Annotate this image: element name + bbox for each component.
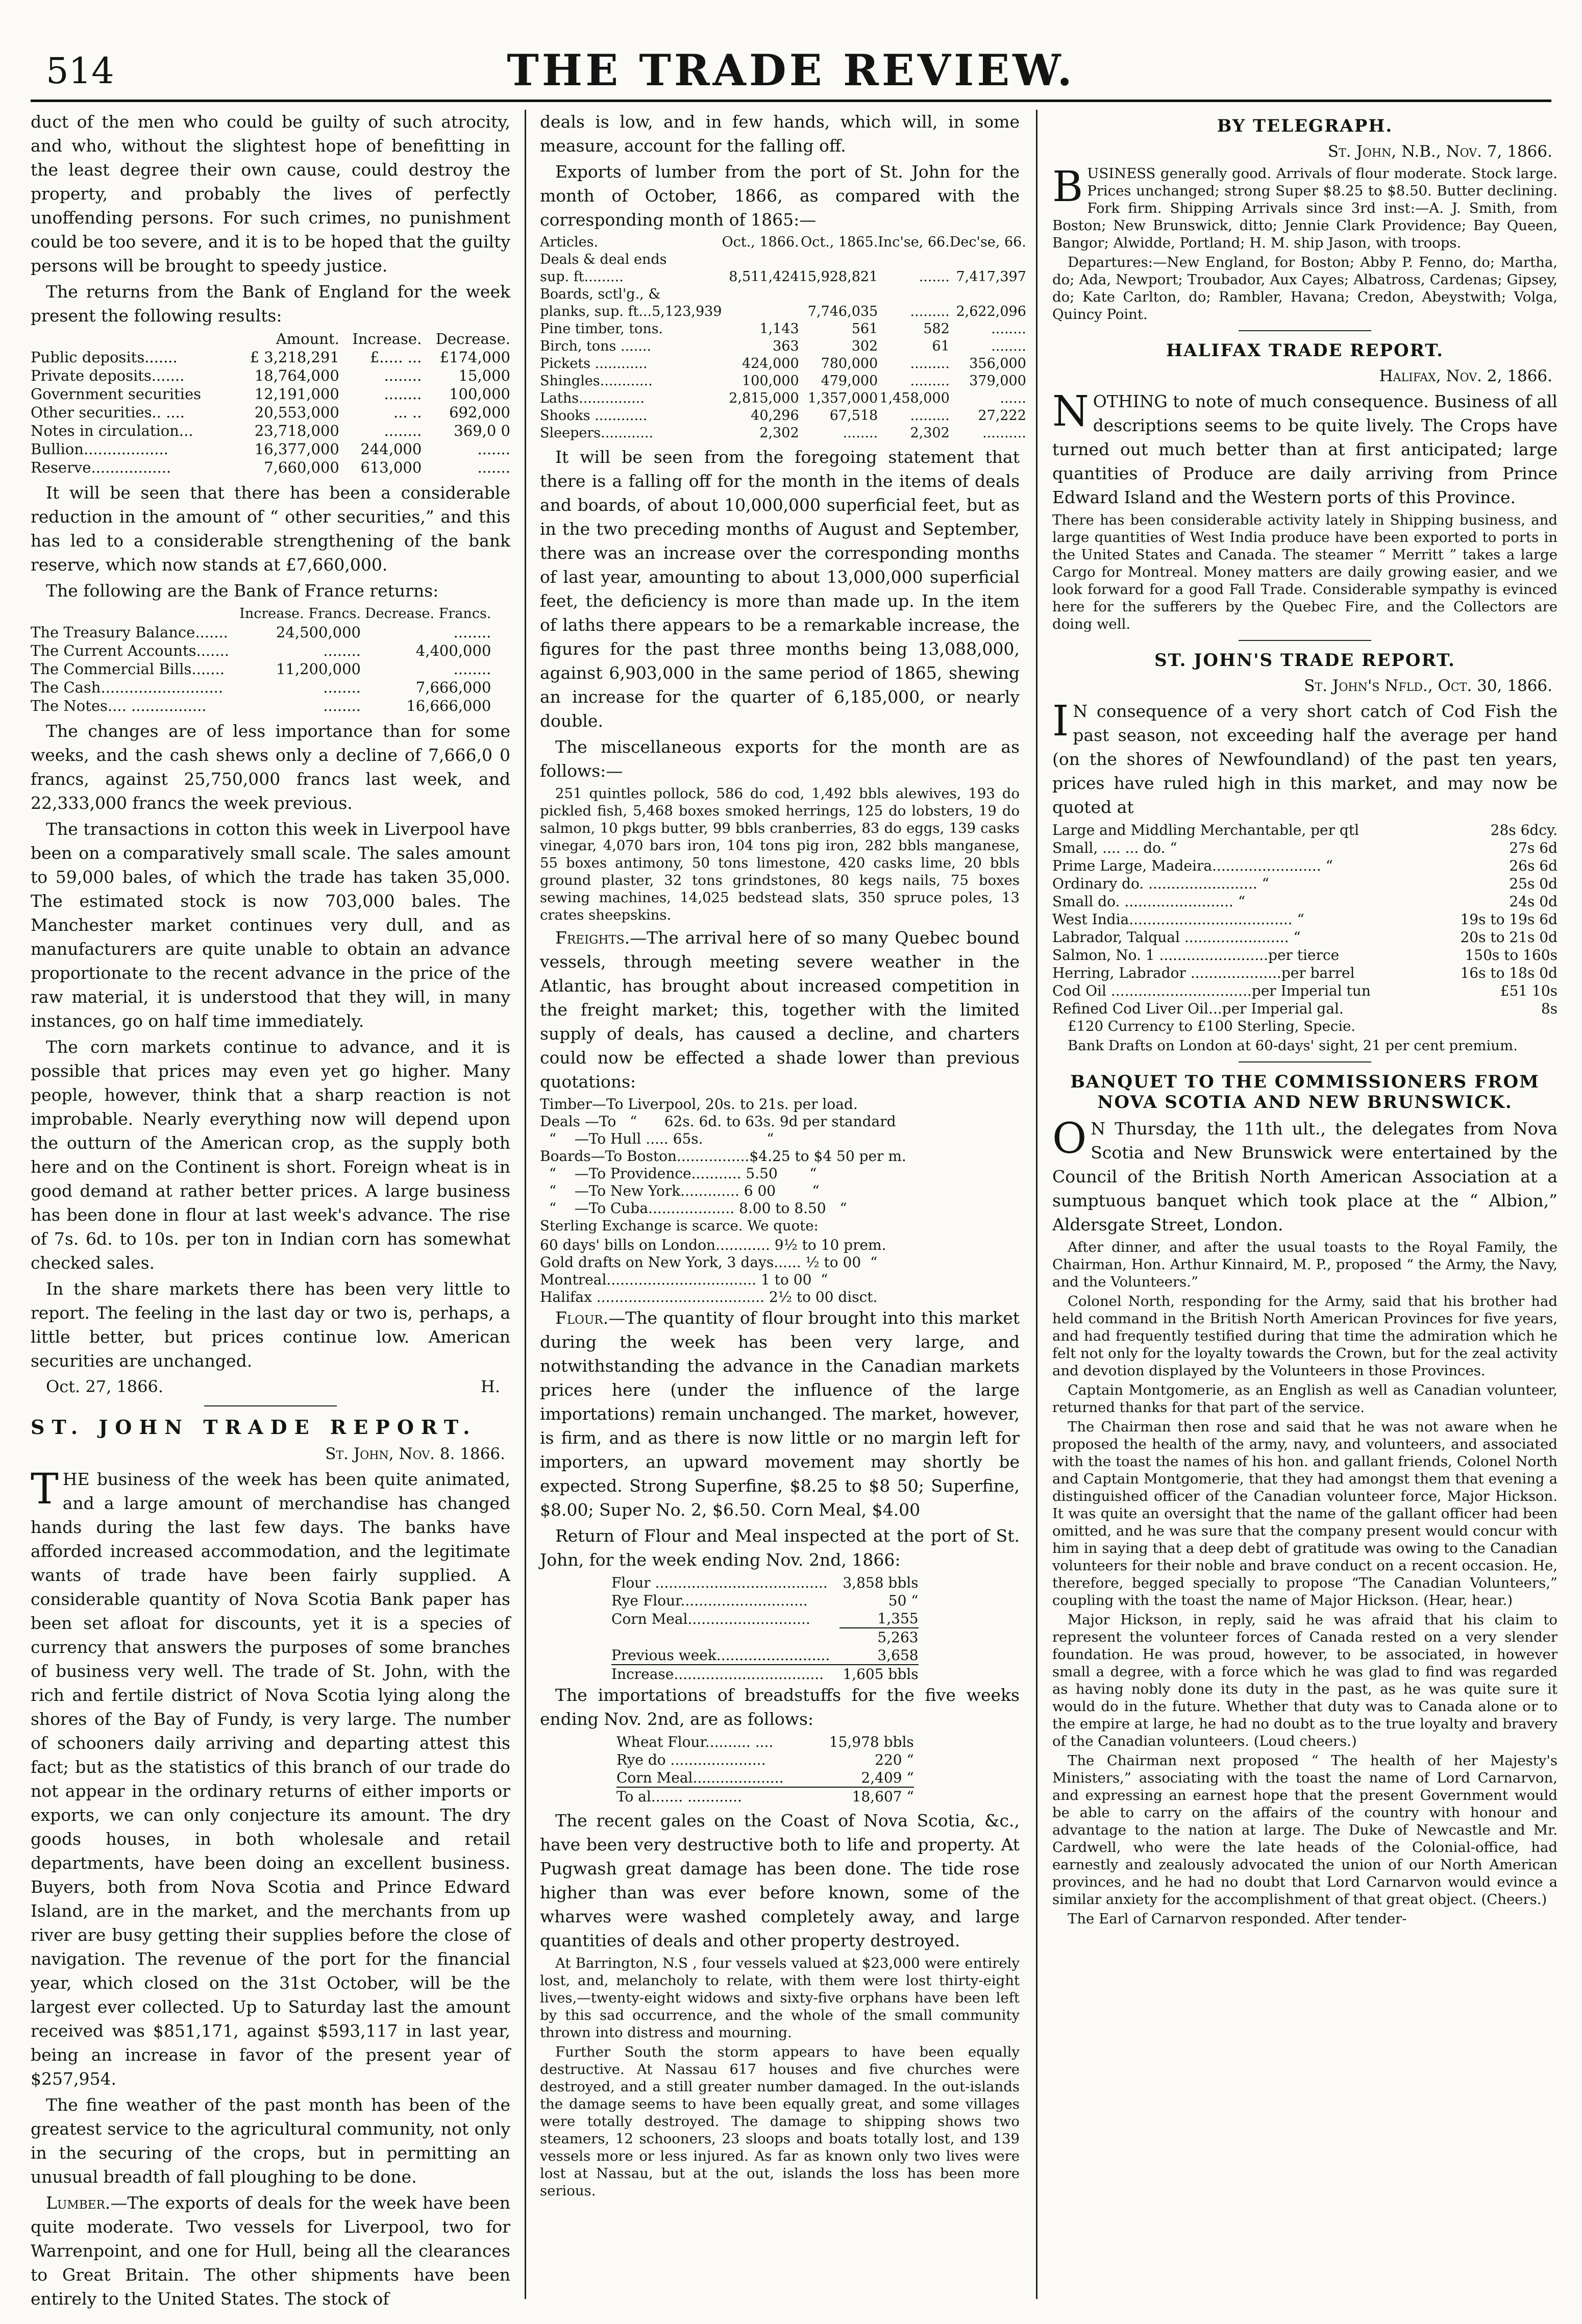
table-cell: 1,458,000: [879, 390, 950, 406]
paragraph: The transactions in cotton this week in Liverpool have been on a comparatively small scale. The sales amount to 59,000 bales, of which the trade has taken 35,000. The estimated stock is now 703,000 bales. The Manchester market continues very dull, and as manufacturers are quite unable to obtain an advance proportionate to the recent advance in the price of the raw material, it is understood that they will, in many instances, go on half time immediately.: [31, 819, 510, 1031]
drop-cap: N: [1052, 387, 1089, 436]
paragraph: The fine weather of the past month has been of the greatest service to the agricultural community, not only in the securing of the crops, but in permitting an unusual breadth of fall ploughing to be done.: [31, 2095, 510, 2187]
table-cell: Herring, Labrador ....................per barrel: [1052, 965, 1355, 981]
table-cell: .........: [910, 304, 950, 319]
header-rule: [31, 100, 1551, 102]
table-cell: Flour ......................................: [611, 1574, 828, 1591]
table-header: Decrease. Francs.: [364, 606, 491, 622]
table-cell: Shooks ............: [540, 408, 648, 424]
table-header: Increase. Francs.: [239, 606, 361, 622]
table-cell: ........: [384, 422, 422, 439]
table-cell: Ordinary do. ........................ “: [1052, 875, 1269, 892]
table-cell: 26s 6d: [1509, 857, 1558, 874]
table-row: [611, 1574, 919, 1592]
list-item: “ —To Providence........... 5.50 “: [540, 1165, 817, 1182]
table-row: [616, 1733, 914, 1751]
paragraph-text: —The quantity of flour brought into this market during the week has been very large, and notwithstanding the advance in the Canadian markets prices here (under the influence of the large importations) remain unchanged. The market, however, is firm, and as there is now little or no margin left for importers, an upward movement may shortly be expected. Strong Superfine, $8.25 to $8 50; Superfine, $8.00; Super No. 2, $6.50. Corn Meal, $4.00: [540, 1308, 1020, 1520]
paragraph: Return of Flour and Meal inspected at the port of St. John, for the week ending Nov. 2nd, 1866:: [540, 1526, 1020, 1570]
table-cell: planks, sup. ft...5,123,939: [540, 304, 722, 319]
table-row: [540, 425, 1026, 442]
table-cell: 8,511,424: [729, 269, 799, 285]
drop-cap: I: [1052, 697, 1069, 746]
table-cell: Labrador, Talqual ....................... “: [1052, 929, 1301, 946]
table-cell: 24,500,000: [276, 624, 361, 641]
table-cell: 1,143: [759, 321, 799, 337]
section-heading: NOVA SCOTIA AND NEW BRUNSWICK.: [1097, 1092, 1513, 1112]
table-row: [611, 1665, 919, 1683]
table-cell: 100,000: [741, 373, 799, 389]
table-cell: The Treasury Balance.......: [31, 624, 228, 641]
bank-of-england-table: [31, 330, 510, 477]
table-cell: Shingles............: [540, 373, 653, 389]
table-cell: .........: [910, 373, 950, 389]
table-row: [1052, 857, 1558, 875]
section-heading: HALIFAX TRADE REPORT.: [1166, 340, 1444, 361]
paragraph: At Barrington, N.S , four vessels valued at $23,000 were entirely lost, and, melancholy to relate, with them were lost thirty-eight lives,—twenty-eight widows and sixty-five orphans have been left by this sad occurrence, and the whole of the small community thrown into distress and mourning.: [540, 1955, 1020, 2041]
table-cell: The Cash..........................: [31, 679, 224, 696]
paragraph: Colonel North, responding for the Army, said that his brother had held command in the British North American Provinces for five years, and had frequently testified during that time the admiration which he felt not only for the loyalty towards the Crown, but for the zeal activity and devotion displayed by the Volunteers in those Provinces.: [1052, 1293, 1558, 1379]
dateline: St. John's Nfld., Oct. 30, 1866.: [1304, 677, 1552, 695]
table-cell: Private deposits.......: [31, 367, 185, 384]
table-cell: 7,417,397: [956, 269, 1026, 285]
table-cell: 61: [932, 338, 950, 354]
table-cell: 5,263: [839, 1628, 919, 1646]
paragraph-text: HE business of the week has been quite animated, and a large amount of merchandise has changed hands during the last few days. The banks have afforded increased accommodation, and the legitimate wants of trade have been fairly supplied. A considerable quantity of Nova Scotia Bank paper has been set afloat for discounts, yet it is a species of currency that answers the purposes of some branches of business very well. The trade of St. John, with the rich and fertile district of Nova Scotia lying along the shores of the Bay of Fundy, is very large. The number of schooners daily arriving and departing attest this fact; but as the statistics of this branch of our trade do not appear in the ordinary returns of either imports or exports, we can only conjecture its amount. The dry goods houses, in both wholesale and retail departments, have been doing an excellent business. Buyers, both from Nova Scotia and Prince Edward Island, are in the market, and the merchants from up river are busy getting their supplies before the close of navigation. The revenue of the port for the financial year, which closed on the 31st October, will be the largest ever collected. Up to Saturday last the amount received was $851,171, against $593,117 in last year, being an increase in favor of the present year of $257,954.: [31, 1469, 510, 2089]
table-cell: Public deposits.......: [31, 349, 178, 366]
drop-cap: O: [1052, 1115, 1087, 1163]
table-header: Oct., 1866.: [722, 234, 799, 250]
table-cell: 27s 6d: [1509, 839, 1558, 856]
table-row: [1052, 982, 1558, 1000]
table-row: [1052, 1000, 1558, 1018]
section-divider: [1239, 1061, 1371, 1062]
list-item: Montreal................................. 1 to 00 “: [540, 1271, 828, 1288]
paragraph: Captain Montgomerie, as an English as well as Canadian volunteer, returned thanks for that part of the service.: [1052, 1382, 1558, 1416]
paragraph: The changes are of less importance than for some weeks, and the cash shews only a decline of 7,666,0 0 francs, against 25,750,000 francs last week, and 22,333,000 francs the week previous.: [31, 721, 510, 813]
table-cell: 561: [851, 321, 878, 337]
paragraph: Exports of lumber from the port of St. John for the month of October, 1866, as compared with the corresponding month of 1865:—: [540, 162, 1020, 230]
table-cell: .......: [919, 269, 950, 285]
table-cell: Rye do .....................: [616, 1751, 766, 1768]
list-item: Gold drafts on New York, 3 days...... ½ to 00 “: [540, 1254, 878, 1271]
table-row: [31, 458, 510, 477]
table-cell: West India.................................... “: [1052, 911, 1304, 928]
table-cell: Sleepers............: [540, 425, 654, 441]
table-cell: Corn Meal...........................: [611, 1610, 810, 1627]
table-row: [540, 251, 1026, 268]
table-row: [1052, 893, 1558, 910]
paragraph-text: N consequence of a very short catch of Cod Fish the past season, not exceeding half the average per hand (on the shores of Newfoundland) of the past ten years, prices have ruled high in this market, and may now be quoted at: [1052, 701, 1558, 817]
table-header: Dec'se, 66.: [949, 234, 1026, 250]
table-cell: 7,666,000: [415, 679, 491, 696]
table-cell: Pine timber, tons.: [540, 321, 663, 337]
table-row: [31, 660, 491, 678]
paragraph-text: USINESS generally good. Arrivals of flour moderate. Stock large. Prices unchanged; strong Super $8.25 to $8.50. Butter declining. Fork firm. Shipping Arrivals since 3rd inst:—A. J. Smith, from Boston; New Brunswick, ditto; Jennie Clark Providence; Bay Queen, Bangor; Alwidde, Portland; H. M. ship Jason, with troops.: [1052, 165, 1558, 251]
table-cell: 692,000: [449, 404, 510, 421]
exchange-quotes: [540, 1237, 1020, 1306]
table-cell: £ 3,218,291: [250, 349, 339, 366]
table-cell: 19s to 19s 6d: [1460, 911, 1558, 928]
section-heading: ST. JOHN'S TRADE REPORT.: [1154, 650, 1455, 671]
dateline: St. John, N.B., Nov. 7, 1866.: [1327, 142, 1552, 161]
table-cell: 2,302: [759, 425, 799, 441]
list-item: “ —To New York............. 6 00 “: [540, 1182, 820, 1199]
table-row: [31, 403, 510, 422]
paragraph: [540, 926, 1020, 1094]
breadstuffs-imports-table: [616, 1733, 914, 1806]
table-cell: 1,605 bbls: [839, 1665, 919, 1683]
table-cell: Increase.................................: [611, 1665, 839, 1683]
paragraph: The corn markets continue to advance, and it is possible that prices may even yet go higher. Many people, however, think that a sharp reaction is not improbable. Nearly everything now will depend upon the outturn of the American crop, as the supply both here and on the Continent is short. Foreign wheat is in good demand at rather better prices. A large business has been done in flour at last week's advance. The rise of 7s. 6d. to 10s. per ton in Indian corn has somewhat checked sales.: [31, 1037, 510, 1273]
table-cell: £..... ...: [369, 349, 422, 366]
table-row: [1052, 839, 1558, 857]
table-cell: ......: [1000, 390, 1026, 406]
table-cell: [799, 251, 878, 268]
table-cell: 1,357,000: [807, 390, 878, 406]
table-row: [616, 1751, 914, 1769]
table-cell: 16,377,000: [254, 440, 339, 458]
paragraph: The recent gales on the Coast of Nova Scotia, &c., have been very destructive both to life and property. At Pugwash great damage has been done. The tide rose higher than was ever before known, some of the wharves were washed completely away, and large quantities of deals and other property destroyed.: [540, 1811, 1020, 1950]
table-cell: Large and Middling Merchantable, per qtl: [1052, 822, 1359, 838]
table-row: [611, 1628, 919, 1646]
paragraph: It will be seen from the foregoing statement that there is a falling off for the month in the items of deals and boards, of about 10,000,000 superficial feet, but as in the two preceding months of August and September, there was an increase over the corresponding months of last year, amounting to about 13,000,000 superficial feet, the deficiency is more than made up. In the item of laths there appears to be a remarkable increase, the figures for the past three months being 13,088,000, against 6,903,000 in the same period of 1865, shewing an increase for the quarter of 6,185,000, or nearly double.: [540, 447, 1020, 731]
table-cell: [722, 251, 799, 268]
paragraph: Departures:—New England, for Boston; Abby P. Fenno, do; Martha, do; Ada, Newport; Troubador, Aux Cayes; Albatross, Cardenas; Gipsey, do; Kate Carlton, do; Rambler, Havana; Credon, Abeystwith; Volga, Quincy Point.: [1052, 254, 1558, 323]
table-cell: 780,000: [821, 356, 878, 372]
paragraph: In the share markets there has been very little to report. The feeling in the last day or two is, perhaps, a little better, but prices continue low. American securities are unchanged.: [31, 1279, 510, 1371]
table-row: [1052, 928, 1558, 946]
table-row: [540, 373, 1026, 390]
column-1: [31, 110, 510, 2309]
table-cell: ..........: [982, 425, 1026, 441]
table-cell: [950, 286, 1026, 303]
table-cell: 28s 6dcy.: [1490, 822, 1558, 838]
table-cell: 1,355: [877, 1610, 919, 1627]
table-cell: 50 “: [888, 1592, 919, 1609]
table-cell: 3,658: [877, 1647, 919, 1664]
table-cell: Cod Oil ...............................per Imperial tun: [1052, 982, 1371, 999]
list-item: Timber—To Liverpool, 20s. to 21s. per load.: [540, 1096, 858, 1112]
table-cell: 16,666,000: [406, 697, 491, 714]
table-cell: 8s: [1541, 1000, 1558, 1017]
table-cell: 16s to 18s 0d: [1460, 965, 1558, 981]
fish-prices-table: [1052, 821, 1558, 1018]
table-header: Amount.: [276, 330, 339, 348]
table-cell: 11,200,000: [276, 660, 361, 678]
paragraph: Major Hickson, in reply, said he was afraid that his claim to represent the volunteer forces of Canada rested on a very slender foundation. He was proud, however, to be associated, in however small a degree, with a force which he was glad to find was regarded as having nobly done its duty in the past, as he was quite sure it would do in the future. Whether that duty was to Canada alone or to the empire at large, he had no doubt as to the true loyalty and bravery of the Canadian volunteers. (Loud cheers.): [1052, 1612, 1558, 1749]
table-cell: Small do. ........................ “: [1052, 893, 1246, 910]
paragraph: Sterling Exchange is scarce. We quote:: [540, 1218, 819, 1234]
paragraph: [540, 1306, 1020, 1522]
table-cell: Bullion..................: [31, 440, 168, 458]
table-cell: 25s 0d: [1509, 875, 1558, 892]
table-cell: 479,000: [821, 373, 878, 389]
table-row: [1052, 964, 1558, 982]
run-in-label: Lumber.: [46, 2193, 111, 2213]
table-cell: sup. ft.........: [540, 269, 624, 285]
table-cell: 4,400,000: [415, 642, 491, 659]
table-cell: Notes in circulation...: [31, 422, 193, 439]
table-cell: 67,518: [829, 408, 878, 424]
table-cell: 2,815,000: [729, 390, 799, 406]
table-cell: 15,928,821: [799, 269, 878, 285]
table-cell: 15,978 bbls: [829, 1734, 914, 1750]
table-cell: Laths...............: [540, 390, 645, 406]
table-cell: £51 10s: [1500, 982, 1558, 999]
table-cell: Pickets ............: [540, 356, 648, 372]
table-row: [1052, 821, 1558, 839]
table-cell: [722, 303, 799, 320]
signature-line: [31, 1375, 510, 1398]
section-divider: [1239, 330, 1371, 331]
table-cell: Refined Cod Liver Oil...per Imperial gal.: [1052, 1000, 1344, 1017]
table-cell: ........: [991, 321, 1026, 337]
column-divider: [1036, 110, 1037, 2299]
table-cell: 613,000: [360, 459, 422, 476]
table-cell: 379,000: [969, 373, 1026, 389]
section-divider: [1239, 640, 1371, 641]
paragraph: The following are the Bank of France returns:: [46, 581, 439, 601]
paragraph: The Chairman then rose and said that he was not aware when he proposed the health of the army, navy, and volunteers, and associated with the toast the names of his hon. and gallant friends, Colonel North and Captain Montgomerie, that they had amongst them that evening a distinguished officer of the Canadian volunteer force, Major Hickson. It was quite an oversight that the name of the gallant officer had been omitted, and he was sure that the company present would concur with him in saying that a deep debt of gratitude was owing to the Canadian volunteers for their noble and brave conduct on a recent occasion. He, therefore, begged specially to propose “The Canadian Volunteers,” coupling with the toast the name of Major Hickson. (Hear, hear.): [1052, 1419, 1558, 1609]
table-header: [31, 605, 236, 623]
list-item: “ —To Cuba................... 8.00 to 8.50 “: [540, 1200, 847, 1217]
table-cell: 23,718,000: [254, 422, 339, 439]
table-cell: 20,553,000: [254, 404, 339, 421]
table-cell: Corn Meal....................: [616, 1769, 784, 1786]
table-cell: 220 “: [875, 1751, 914, 1768]
table-header: [31, 330, 233, 348]
table-cell: .......: [477, 440, 510, 458]
paragraph: [1052, 1117, 1558, 1237]
list-item: Halifax ..................................... 2½ to 00 disct.: [540, 1289, 878, 1305]
lumber-exports-table: [540, 234, 1026, 442]
section-heading: ST. JOHN TRADE REPORT.: [31, 1416, 477, 1439]
bank-of-france-table: [31, 605, 491, 715]
table-cell: Previous week.........................: [611, 1647, 830, 1664]
table-cell: Salmon, No. 1 ........................per tierce: [1052, 947, 1340, 963]
table-cell: 150s to 160s: [1465, 947, 1558, 963]
paragraph-text: —The arrival here of so many Quebec bound vessels, through meeting severe weather in the Atlantic, has brought about increased competition in the freight market; this, together with the limited supply of deals, has caused a decline, and charters could now be effected a shade lower than previous quotations:: [540, 928, 1020, 1092]
table-header: Inc'se, 66.: [878, 234, 950, 250]
table-cell: 24s 0d: [1509, 893, 1558, 910]
table-cell: 424,000: [741, 356, 799, 372]
table-row: [616, 1787, 914, 1806]
list-item: Deals —To “ 62s. 6d. to 63s. 9d per standard: [540, 1113, 896, 1130]
table-row: [540, 286, 1026, 303]
paragraph: [1052, 699, 1558, 819]
paragraph: £120 Currency to £100 Sterling, Specie.: [1068, 1018, 1356, 1034]
table-cell: The Current Accounts.......: [31, 642, 230, 659]
column-3: [1052, 110, 1558, 2304]
table-cell: 2,409 “: [861, 1769, 914, 1786]
table-cell: ........: [323, 642, 361, 659]
table-cell: 2,302: [910, 425, 950, 441]
table-header: Articles.: [540, 234, 599, 250]
table-cell: ........: [843, 425, 878, 441]
table-cell: [878, 286, 950, 303]
table-cell: .......: [477, 459, 510, 476]
table-cell: 40,296: [751, 408, 799, 424]
section-divider: [204, 1405, 337, 1406]
table-header: Oct., 1865.: [801, 234, 878, 250]
table-cell: 302: [851, 338, 878, 354]
table-header: Decrease.: [435, 330, 510, 348]
list-item: 60 days' bills on London............ 9½ to 10 prem.: [540, 1237, 886, 1253]
table-cell: ........: [323, 697, 361, 714]
table-cell: 100,000: [449, 385, 510, 403]
table-cell: £174,000: [439, 349, 510, 366]
table-cell: To al....... ............: [616, 1787, 814, 1806]
paragraph: Bank Drafts on London at 60-days' sight, 21 per cent premium.: [1068, 1037, 1518, 1054]
table-row: [611, 1592, 919, 1610]
table-cell: 244,000: [360, 440, 422, 458]
table-cell: [799, 286, 878, 303]
paragraph: The importations of breadstuffs for the five weeks ending Nov. 2nd, are as follows:: [540, 1685, 1020, 1729]
paragraph: The miscellaneous exports for the month are as follows:—: [540, 737, 1020, 781]
table-cell: ........: [453, 660, 491, 678]
table-cell: [878, 251, 950, 268]
table-row: [540, 390, 1026, 407]
table-cell: [722, 286, 799, 303]
table-cell: .........: [910, 408, 950, 424]
table-row: [611, 1646, 919, 1665]
table-cell: 582: [923, 321, 950, 337]
table-cell: 18,607 “: [814, 1787, 914, 1806]
table-cell: The Commercial Bills.......: [31, 660, 225, 678]
table-row: [31, 641, 491, 660]
list-item: Boards—To Boston................$4.25 to $4 50 per m.: [540, 1148, 906, 1165]
table-cell: Other securities.. ....: [31, 404, 185, 421]
table-row: [540, 320, 1026, 338]
table-cell: 18,764,000: [254, 367, 339, 384]
table-cell: Reserve.................: [31, 459, 171, 476]
table-cell: .........: [910, 356, 950, 372]
table-row: [540, 407, 1026, 425]
paragraph-text: N Thursday, the 11th ult., the delegates from Nova Scotia and New Brunswick were entertained by the Council of the British North American Association at a sumptuous banquet which took place at the “ Albion,” Aldersgate Street, London.: [1052, 1119, 1558, 1234]
column-divider: [525, 110, 526, 2299]
table-cell: ... ..: [393, 404, 422, 421]
table-cell: 363: [773, 338, 799, 354]
table-cell: 20s to 21s 0d: [1460, 929, 1558, 946]
table-row: [31, 440, 510, 458]
table-row: [611, 1610, 919, 1628]
table-cell: [950, 251, 1026, 268]
run-in-label: Flour.: [555, 1308, 609, 1328]
table-cell: 369,0 0: [454, 422, 510, 439]
table-cell: ........: [384, 385, 422, 403]
table-cell: Prime Large, Madeira........................ “: [1052, 857, 1333, 874]
paragraph: After dinner, and after the usual toasts to the Royal Family, the Chairman, Hon. Arthur Kinnaird, M. P., proposed “ the Army, the Navy, and the Volunteers.”: [1052, 1239, 1558, 1290]
freight-quotes: [540, 1096, 1020, 1217]
table-cell: The Notes.... ................: [31, 697, 207, 714]
table-cell: Birch, tons .......: [540, 338, 652, 354]
table-cell: 3,858 bbls: [843, 1574, 919, 1591]
table-row: [31, 623, 491, 641]
table-cell: 15,000: [458, 367, 510, 384]
table-cell: ........: [323, 679, 361, 696]
table-row: [1052, 946, 1558, 964]
dateline: St. John, Nov. 8. 1866.: [325, 1445, 505, 1463]
column-2: [540, 110, 1026, 2304]
table-header: Increase.: [352, 330, 422, 348]
table-row: [31, 697, 491, 715]
table-cell: 7,660,000: [264, 459, 339, 476]
table-row: [540, 338, 1026, 355]
table-cell: Boards, sctl'g., &: [540, 286, 661, 302]
table-cell: Deals & deal ends: [540, 252, 667, 267]
table-row: [540, 303, 1026, 320]
table-row: [1052, 875, 1558, 893]
table-row: [31, 678, 491, 697]
paragraph: The Earl of Carnarvon responded. After tender-: [1068, 1911, 1407, 1927]
table-cell: 2,622,096: [956, 304, 1026, 319]
paragraph: duct of the men who could be guilty of such atrocity, and who, without the slightest hope of benefitting in the least degree their own cause, could destroy the property, and probably the lives of perfectly unoffending persons. For such crimes, no punishment could be too severe, and it is to be hoped that the guilty persons will be brought to speedy justice.: [31, 112, 510, 276]
table-cell: ........: [453, 624, 491, 641]
list-item: “ —To Hull ..... 65s. “: [540, 1130, 774, 1147]
flour-inspection-table: [611, 1574, 919, 1683]
section-heading: BANQUET TO THE COMMISSIONERS FROM: [1070, 1072, 1540, 1092]
paragraph: The Chairman next proposed “ The health of her Majesty's Ministers,” associating with the toast the name of Lord Carnarvon, and expressing an earnest hope that the present Government would be able to carry on the affairs of the country with honour and advantage to the nation at large. The Duke of Newcastle and Mr. Cardwell, who were the late heads of the Colonial-office, had earnestly and zealously advocated the union of our North American provinces, and he had no doubt that Lord Carnarvon would evince a similar anxiety for the accomplishment of that great object. (Cheers.): [1052, 1752, 1558, 1908]
paragraph: 251 quintles pollock, 586 do cod, 1,492 bbls alewives, 193 do pickled fish, 5,468 boxes smoked herrings, 125 do lobsters, 19 do salmon, 10 pkgs butter, 99 bbls cranberries, 83 do eggs, 139 casks vinegar, 4,070 bars iron, 104 tons pig iron, 282 bbls manganese, 55 boxes antimony, 50 tons limestone, 420 casks lime, 20 bbls ground plaster, 32 tons grindstones, 80 kegs nails, 75 boxes sewing machines, 14,025 bedstead slats, 350 spruce poles, 13 crates sheepskins.: [540, 785, 1020, 923]
table-cell: Small, .... ... do. “: [1052, 839, 1177, 856]
page-header: [20, 41, 1562, 102]
table-row: [31, 348, 510, 366]
paragraph: [31, 1467, 510, 2091]
table-row: [31, 422, 510, 440]
sign-date: Oct. 27, 1866.: [46, 1377, 164, 1396]
table-cell: Government securities: [31, 385, 201, 403]
table-row: [616, 1769, 914, 1787]
table-cell: Rye Flour............................: [611, 1592, 808, 1609]
section-heading: BY TELEGRAPH.: [1217, 116, 1393, 136]
table-cell: 12,191,000: [254, 385, 339, 403]
table-row: [540, 268, 1026, 286]
paragraph: There has been considerable activity lately in Shipping business, and large quantities of West India produce have been exported to ports in the United States and Canada. The steamer “ Merritt ” takes a large Cargo for Montreal. Money matters are daily growing easier, and we look forward for a good Fall Trade. Considerable sympathy is evinced here for the sufferers by the Quebec Fire, and the Collectors are doing well.: [1052, 512, 1558, 632]
sign-initial: H.: [480, 1377, 500, 1396]
table-cell: 356,000: [969, 356, 1026, 372]
page-number: 514: [46, 50, 114, 92]
paragraph: [1052, 165, 1558, 252]
table-row: [540, 355, 1026, 373]
paragraph: deals is low, and in few hands, which will, in some measure, account for the falling off.: [540, 112, 1020, 156]
dateline: Halifax, Nov. 2, 1866.: [1379, 367, 1552, 385]
paragraph: [1052, 389, 1558, 509]
table-row: [31, 366, 510, 385]
paragraph-text: OTHING to note of much consequence. Business of all descriptions seems to be quite lively. The Crops have turned out much better than at first anticipated; large quantities of Produce are daily arriving from Prince Edward Island and the Western ports of this Province.: [1052, 391, 1558, 507]
run-in-label: Freights.: [555, 928, 630, 948]
table-cell: 27,222: [978, 408, 1026, 424]
table-row: [31, 385, 510, 403]
table-cell: 7,746,035: [807, 304, 878, 319]
drop-cap: T: [31, 1465, 59, 1514]
paragraph-text: —The exports of deals for the week have been quite moderate. Two vessels for Liverpool, two for Warrenpoint, and one for Hull, being all the clearances to Great Britain. The other shipments have been entirely to the United States. The stock of: [31, 2193, 510, 2309]
table-cell: Wheat Flour.......... ....: [616, 1734, 774, 1750]
table-cell: ........: [991, 338, 1026, 354]
paragraph: [31, 2191, 510, 2311]
drop-cap: B: [1052, 163, 1083, 211]
table-cell: ........: [384, 367, 422, 384]
paragraph: Further South the storm appears to have been equally destructive. At Nassau 617 houses and five churches were destroyed, and a still greater number damaged. In the out-islands the damage seems to have been equally great, and some villages were totally destroyed. The damage to shipping shows two steamers, 12 schooners, 23 sloops and boats totally lost, and 139 vessels more or less injured. As far as known only two lives were lost at Nassau, but at the out, islands the loss has been more serious.: [540, 2044, 1020, 2199]
paragraph: It will be seen that there has been a considerable reduction in the amount of “ other securities,” and this has led to a considerable strengthening of the bank reserve, which now stands at £7,660,000.: [31, 483, 510, 575]
table-row: [1052, 910, 1558, 928]
page-title: THE TRADE REVIEW.: [507, 45, 1075, 95]
paragraph: The returns from the Bank of England for the week present the following results:: [31, 282, 510, 326]
